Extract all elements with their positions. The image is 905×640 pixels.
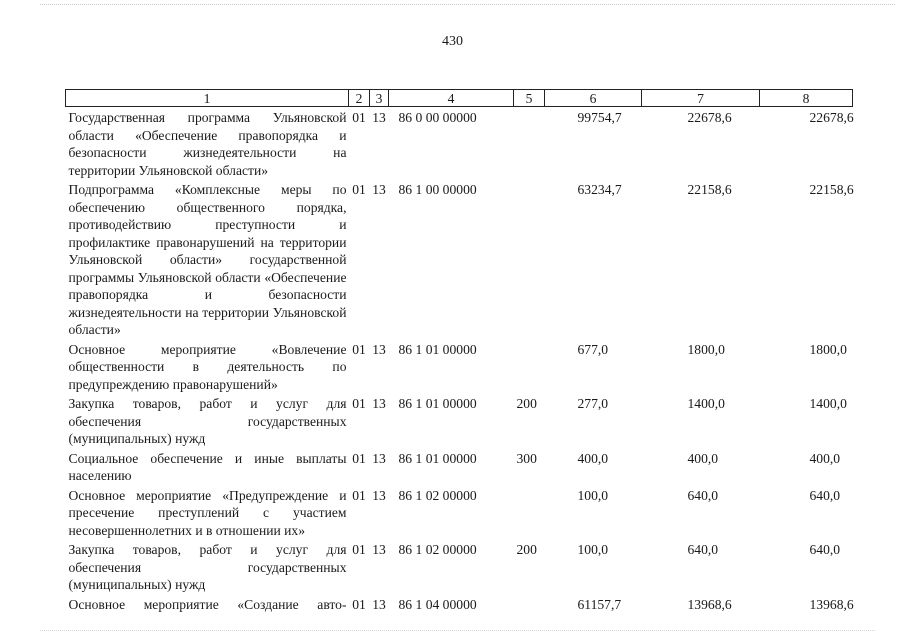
row-section: 01 bbox=[352, 396, 366, 411]
row-value-6: 277,0 bbox=[577, 396, 609, 411]
table-row bbox=[66, 450, 853, 487]
row-value-7: 22678,6 bbox=[687, 110, 732, 125]
row-value-7: 640,0 bbox=[687, 542, 719, 557]
row-value-7: 22158,6 bbox=[687, 182, 732, 197]
row-subsection: 13 bbox=[372, 110, 386, 125]
row-value-6: 100,0 bbox=[577, 542, 609, 557]
header-cell: 8 bbox=[760, 90, 853, 107]
table-row bbox=[66, 596, 853, 616]
row-code: 86 1 00 00000 bbox=[398, 182, 477, 197]
header-cell: 4 bbox=[389, 90, 514, 107]
row-value-8: 22678,6 bbox=[809, 110, 854, 125]
table-row bbox=[66, 181, 853, 341]
row-value-7: 1400,0 bbox=[687, 396, 725, 411]
row-section: 01 bbox=[352, 341, 366, 357]
budget-table bbox=[65, 89, 852, 615]
row-name: Государственная программа Ульяновской области «Обеспечение правопорядка и безопасности жизнедеятельности на территории Ульяновской области» bbox=[68, 110, 347, 178]
header-cell: 5 bbox=[514, 90, 545, 107]
row-section: 01 bbox=[352, 542, 366, 557]
row-subsection: 13 bbox=[372, 487, 386, 503]
row-value-7: 640,0 bbox=[687, 487, 719, 503]
row-code: 86 1 01 00000 bbox=[398, 396, 477, 411]
row-section: 01 bbox=[352, 487, 366, 503]
row-value-6: 677,0 bbox=[577, 341, 609, 357]
row-value-8: 640,0 bbox=[809, 542, 841, 557]
row-name: Социальное обеспечение и иные выплаты населению bbox=[68, 450, 347, 483]
row-section: 01 bbox=[352, 596, 366, 612]
row-code: 86 1 01 00000 bbox=[398, 341, 477, 357]
row-value-7: 400,0 bbox=[687, 450, 719, 466]
row-name: Закупка товаров, работ и услуг для обеспечения государственных (муниципальных) нужд bbox=[68, 542, 347, 592]
row-name: Подпрограмма «Комплексные меры по обеспечению общественного порядка, противодействию преступности и профилактике правонарушений на территории Ульяновской области» государственной программы Ульяновской области «Обеспечение правопорядка и безопасности жизнедеятельности на территории Ульяновской области» bbox=[68, 182, 347, 337]
row-section: 01 bbox=[352, 182, 366, 197]
row-value-6: 61157,7 bbox=[577, 596, 622, 612]
row-value-6: 400,0 bbox=[577, 450, 609, 466]
scan-artifact-bottom bbox=[40, 630, 875, 637]
row-value-8: 640,0 bbox=[809, 487, 841, 503]
row-name: Закупка товаров, работ и услуг для обеспечения государственных (муниципальных) нужд bbox=[68, 396, 347, 446]
row-subsection: 13 bbox=[372, 182, 386, 197]
row-code: 86 1 02 00000 bbox=[398, 487, 477, 503]
row-type bbox=[514, 596, 545, 616]
row-value-8: 400,0 bbox=[809, 450, 841, 466]
row-subsection: 13 bbox=[372, 341, 386, 357]
row-type bbox=[514, 487, 545, 542]
row-type bbox=[514, 107, 545, 182]
row-value-8: 1800,0 bbox=[809, 341, 847, 357]
row-code: 86 1 01 00000 bbox=[398, 450, 477, 466]
table-row bbox=[66, 395, 853, 450]
row-type bbox=[514, 341, 545, 396]
row-value-8: 22158,6 bbox=[809, 182, 854, 197]
row-type: 300 bbox=[516, 450, 537, 466]
header-cell: 2 bbox=[349, 90, 370, 107]
row-code: 86 1 04 00000 bbox=[398, 596, 477, 612]
header-cell: 3 bbox=[370, 90, 389, 107]
row-code: 86 1 02 00000 bbox=[398, 542, 477, 557]
table-row bbox=[66, 107, 853, 182]
row-section: 01 bbox=[352, 450, 366, 466]
row-value-6: 63234,7 bbox=[577, 182, 622, 197]
scan-artifact-top bbox=[40, 4, 895, 11]
table-header bbox=[66, 90, 853, 107]
table-row bbox=[66, 487, 853, 542]
table-row bbox=[66, 341, 853, 396]
row-subsection: 13 bbox=[372, 396, 386, 411]
row-subsection: 13 bbox=[372, 450, 386, 466]
row-section: 01 bbox=[352, 110, 366, 125]
row-type bbox=[514, 181, 545, 341]
row-code: 86 0 00 00000 bbox=[398, 110, 477, 125]
row-value-7: 1800,0 bbox=[687, 341, 725, 357]
row-name: Основное мероприятие «Создание авто- bbox=[68, 596, 347, 612]
header-cell: 1 bbox=[66, 90, 349, 107]
row-value-8: 1400,0 bbox=[809, 396, 847, 411]
table-row bbox=[66, 541, 853, 596]
row-name: Основное мероприятие «Вовлечение общественности в деятельность по предупреждению правонарушений» bbox=[68, 341, 347, 392]
header-cell: 7 bbox=[642, 90, 760, 107]
row-value-6: 100,0 bbox=[577, 487, 609, 503]
row-name: Основное мероприятие «Предупреждение и пресечение преступлений с участием несовершеннолетних и в отношении их» bbox=[68, 487, 347, 538]
row-type: 200 bbox=[516, 396, 537, 411]
header-cell: 6 bbox=[545, 90, 642, 107]
row-type: 200 bbox=[516, 542, 537, 557]
row-value-8: 13968,6 bbox=[809, 596, 854, 612]
page-number: 430 bbox=[442, 34, 463, 49]
row-subsection: 13 bbox=[372, 596, 386, 612]
row-value-6: 99754,7 bbox=[577, 110, 622, 125]
row-subsection: 13 bbox=[372, 542, 386, 557]
row-value-7: 13968,6 bbox=[687, 596, 732, 612]
